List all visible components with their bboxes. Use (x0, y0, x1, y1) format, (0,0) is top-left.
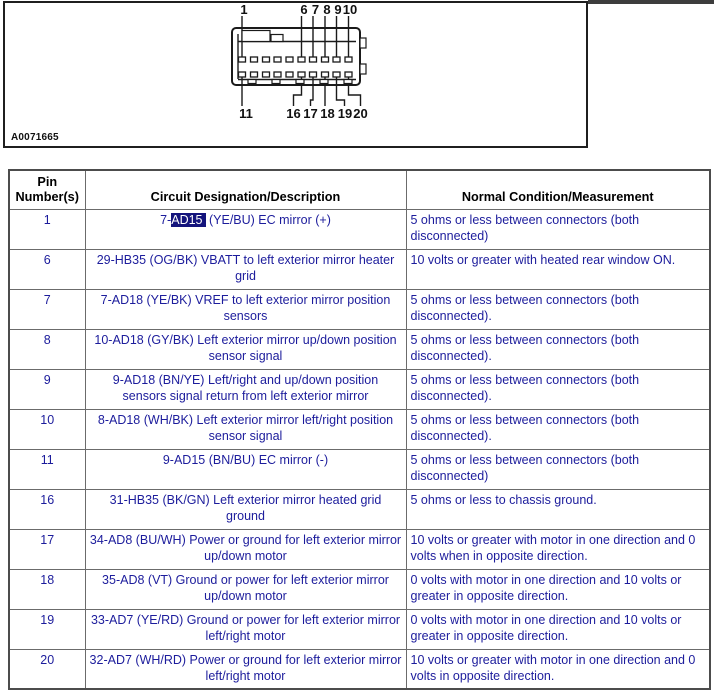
condition-cell: 5 ohms or less between connectors (both disconnected) (406, 209, 710, 249)
pinout-table (8, 169, 711, 690)
circuit-cell: 9-AD15 (BN/BU) EC mirror (-) (85, 449, 406, 489)
condition-cell: 5 ohms or less between connectors (both disconnected). (406, 329, 710, 369)
condition-cell: 10 volts or greater with motor in one direction and 0 volts in opposite direction. (406, 649, 710, 689)
header-circuit-designation: Circuit Designation/Description (85, 170, 406, 209)
pin-label-17: 17 (303, 106, 318, 121)
pin-cell: 7 (9, 289, 85, 329)
table-row-pin-20 (9, 649, 710, 689)
pin-cell: 6 (9, 249, 85, 289)
connector-figure (3, 1, 588, 148)
circuit-cell (85, 209, 406, 249)
pin-label-9: 9 (334, 3, 342, 17)
pin-cell: 19 (9, 609, 85, 649)
table-row-pin-10 (9, 409, 710, 449)
page-top-edge (588, 0, 714, 4)
pin-cell: 1 (9, 209, 85, 249)
pin-label-20: 20 (353, 106, 368, 121)
circuit-cell: 35-AD8 (VT) Ground or power for left exterior mirror up/down motor (85, 569, 406, 609)
pin-label-7: 7 (311, 3, 320, 17)
pin-cell: 11 (9, 449, 85, 489)
pin-label-16: 16 (286, 106, 301, 121)
condition-cell: 0 volts with motor in one direction and 10 volts or greater in opposite direction. (406, 569, 710, 609)
header-pin-numbers: Pin Number(s) (9, 170, 85, 209)
table-row-pin-7 (9, 289, 710, 329)
table-row-pin-16 (9, 489, 710, 529)
pin-label-18: 18 (320, 106, 335, 121)
table-row-pin-11 (9, 449, 710, 489)
circuit-text: 7- (160, 212, 172, 227)
circuit-cell: 10-AD18 (GY/BK) Left exterior mirror up/down position sensor signal (85, 329, 406, 369)
pin-cell: 8 (9, 329, 85, 369)
circuit-cell: 34-AD8 (BU/WH) Power or ground for left exterior mirror up/down motor (85, 529, 406, 569)
condition-cell: 10 volts or greater with heated rear window ON. (406, 249, 710, 289)
figure-id-label: A0071665 (11, 132, 59, 143)
pin-cell: 20 (9, 649, 85, 689)
pin-label-1: 1 (240, 3, 248, 17)
pin-cell: 9 (9, 369, 85, 409)
condition-cell: 5 ohms or less between connectors (both disconnected). (406, 289, 710, 329)
circuit-cell: 33-AD7 (YE/RD) Ground or power for left exterior mirror left/right motor (85, 609, 406, 649)
pin-label-11: 11 (239, 106, 253, 121)
condition-cell: 5 ohms or less between connectors (both disconnected). (406, 369, 710, 409)
table-row-pin-1 (9, 209, 710, 249)
pin-label-8: 8 (323, 3, 331, 17)
table-row-pin-17 (9, 529, 710, 569)
pin-label-6: 6 (300, 3, 308, 17)
condition-cell: 5 ohms or less between connectors (both disconnected) (406, 449, 710, 489)
selected-text-highlight: AD15 (171, 213, 205, 227)
condition-cell: 10 volts or greater with motor in one direction and 0 volts when in opposite direction. (406, 529, 710, 569)
condition-cell: 5 ohms or less between connectors (both disconnected). (406, 409, 710, 449)
pin-cell: 17 (9, 529, 85, 569)
connector-diagram (5, 3, 586, 146)
table-row-pin-19 (9, 609, 710, 649)
table-row-pin-9 (9, 369, 710, 409)
condition-cell: 0 volts with motor in one direction and 10 volts or greater in opposite direction. (406, 609, 710, 649)
table-row-pin-8 (9, 329, 710, 369)
pin-cell: 18 (9, 569, 85, 609)
circuit-cell: 7-AD18 (YE/BK) VREF to left exterior mirror position sensors (85, 289, 406, 329)
pin-label-10: 10 (342, 3, 358, 17)
table-row-pin-18 (9, 569, 710, 609)
table-row-pin-6 (9, 249, 710, 289)
circuit-text: (YE/BU) EC mirror (+) (205, 212, 331, 227)
table-header-row (9, 170, 710, 209)
pin-label-19: 19 (337, 106, 353, 121)
pin-cell: 16 (9, 489, 85, 529)
circuit-cell: 31-HB35 (BK/GN) Left exterior mirror heated grid ground (85, 489, 406, 529)
circuit-cell: 29-HB35 (OG/BK) VBATT to left exterior mirror heater grid (85, 249, 406, 289)
circuit-cell: 9-AD18 (BN/YE) Left/right and up/down position sensors signal return from left exterior mirror (85, 369, 406, 409)
pin-cell: 10 (9, 409, 85, 449)
header-normal-condition: Normal Condition/Measurement (406, 170, 710, 209)
condition-cell: 5 ohms or less to chassis ground. (406, 489, 710, 529)
circuit-cell: 32-AD7 (WH/RD) Power or ground for left exterior mirror left/right motor (85, 649, 406, 689)
circuit-cell: 8-AD18 (WH/BK) Left exterior mirror left/right position sensor signal (85, 409, 406, 449)
